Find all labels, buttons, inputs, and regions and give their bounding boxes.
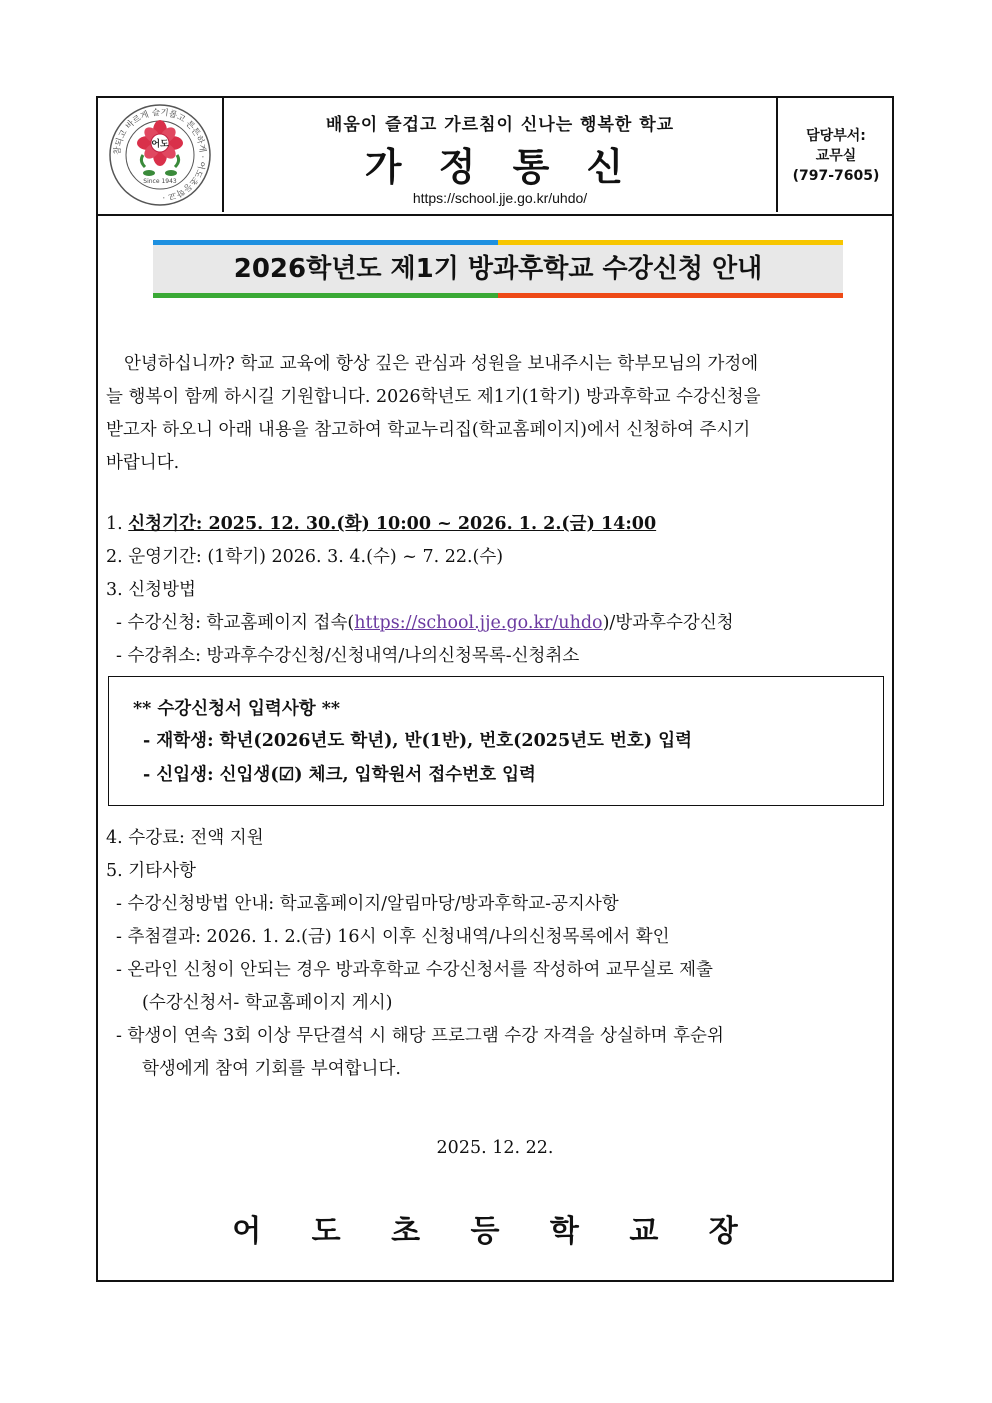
dept-label: 담당부서: <box>806 128 866 144</box>
intro-paragraph <box>106 348 890 480</box>
dept-phone: (797-7605) <box>792 168 880 184</box>
department-cell <box>776 98 894 212</box>
intro-line: 바랍니다. <box>106 453 180 473</box>
notebox-title: ** 수강신청서 입력사항 ** <box>133 699 341 719</box>
list-item-offline-cont: (수강신청서- 학교홈페이지 게시) <box>142 993 393 1013</box>
list-item-method: 3. 신청방법 <box>106 580 196 600</box>
list-item-absence-cont: 학생에게 참여 기회를 부여합니다. <box>142 1059 401 1079</box>
list-item-operation: 2. 운영기간: (1학기) 2026. 3. 4.(수) ~ 7. 22.(수) <box>106 547 504 567</box>
intro-line: 안녕하십니까? 학교 교육에 항상 깊은 관심과 성원을 보내주시는 학부모님의 가정에 <box>124 354 759 374</box>
notice-banner <box>153 240 843 298</box>
list-item-cancel: - 수강취소: 방과후수강신청/신청내역/나의신청목록-신청취소 <box>116 646 580 666</box>
banner-bar-green <box>153 293 498 298</box>
dept-name: 교무실 <box>815 148 857 164</box>
page-title: 가 정 통 신 <box>364 145 636 189</box>
item-number: 1. <box>106 514 129 534</box>
principal-signature: 어 도 초 등 학 교 장 <box>232 1214 758 1249</box>
notebox-line: - 재학생: 학년(2026년도 학년), 반(1반), 번호(2025년도 번호) 입력 <box>143 731 693 751</box>
list-item-absence: - 학생이 연속 3회 이상 무단결석 시 해당 프로그램 수강 자격을 상실하며 후순위 <box>116 1026 724 1046</box>
list-item-guide: - 수강신청방법 안내: 학교홈페이지/알림마당/방과후학교-공지사항 <box>116 894 619 914</box>
list-item-fee: 4. 수강료: 전액 지원 <box>106 828 264 848</box>
logo-since: Since 1943 <box>143 178 177 185</box>
application-period: 신청기간: 2025. 12. 30.(화) 10:00 ~ 2026. 1. 2.(금) 14:00 <box>128 514 657 534</box>
school-homepage-link[interactable]: https://school.jje.go.kr/uhdo <box>354 613 603 633</box>
letter-date: 2025. 12. 22. <box>436 1138 554 1158</box>
input-notice-box <box>108 676 884 806</box>
info-list <box>106 508 890 673</box>
banner-title: 2026학년도 제1기 방과후학교 수강신청 안내 <box>233 254 763 284</box>
school-slogan: 배움이 즐겁고 가르침이 신나는 행복한 학교 <box>325 115 675 135</box>
info-list-2 <box>106 822 890 1086</box>
list-item-period <box>106 508 890 541</box>
title-cell <box>224 98 776 212</box>
list-item-apply <box>106 607 890 640</box>
list-item-etc: 5. 기타사항 <box>106 861 196 881</box>
intro-line: 받고자 하오니 아래 내용을 참고하여 학교누리집(학교홈페이지)에서 신청하여 주시기 <box>106 420 751 440</box>
document-frame <box>96 96 894 1282</box>
apply-prefix: - 수강신청: 학교홈페이지 접속( <box>116 613 355 633</box>
letter-header <box>98 98 892 216</box>
logo-ring-text: 참되고 바르게 슬기롭고 튼튼하게 · 어도초등학교 · <box>112 107 208 202</box>
list-item-lottery: - 추첨결과: 2026. 1. 2.(금) 16시 이후 신청내역/나의신청목록에서 확인 <box>116 927 670 947</box>
logo-text: 어도 <box>151 139 169 150</box>
banner-bar-orange <box>498 293 843 298</box>
school-emblem-icon <box>105 103 215 207</box>
list-item-offline: - 온라인 신청이 안되는 경우 방과후학교 수강신청서를 작성하여 교무실로 제출 <box>116 960 713 980</box>
logo-cell <box>98 98 224 212</box>
intro-line: 늘 행복이 함께 하시길 기원합니다. 2026학년도 제1기(1학기) 방과후학교 수강신청을 <box>106 387 761 407</box>
apply-suffix: )/방과후수강신청 <box>602 613 734 633</box>
notebox-line: - 신입생: 신입생(☑) 체크, 입학원서 접수번호 입력 <box>143 765 536 785</box>
school-url[interactable]: https://school.jje.go.kr/uhdo/ <box>412 190 588 206</box>
